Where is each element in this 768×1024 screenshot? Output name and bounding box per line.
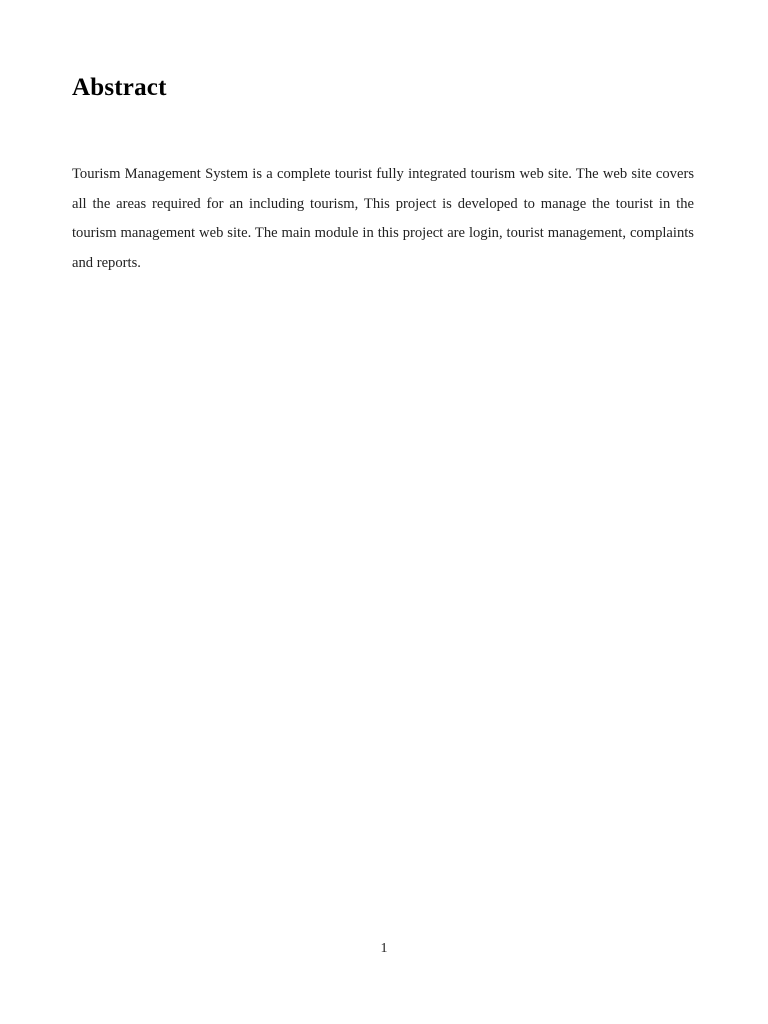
abstract-paragraph: Tourism Management System is a complete tourist fully integrated tourism web site. The web site covers all the areas required for an including tourism, This project is developed to manage the tourist in the tourism management web site. The main module in this project are login, tourist management, complaints and reports. (72, 166, 694, 271)
page-number: 1 (380, 941, 388, 956)
section-heading: Abstract (72, 74, 167, 101)
